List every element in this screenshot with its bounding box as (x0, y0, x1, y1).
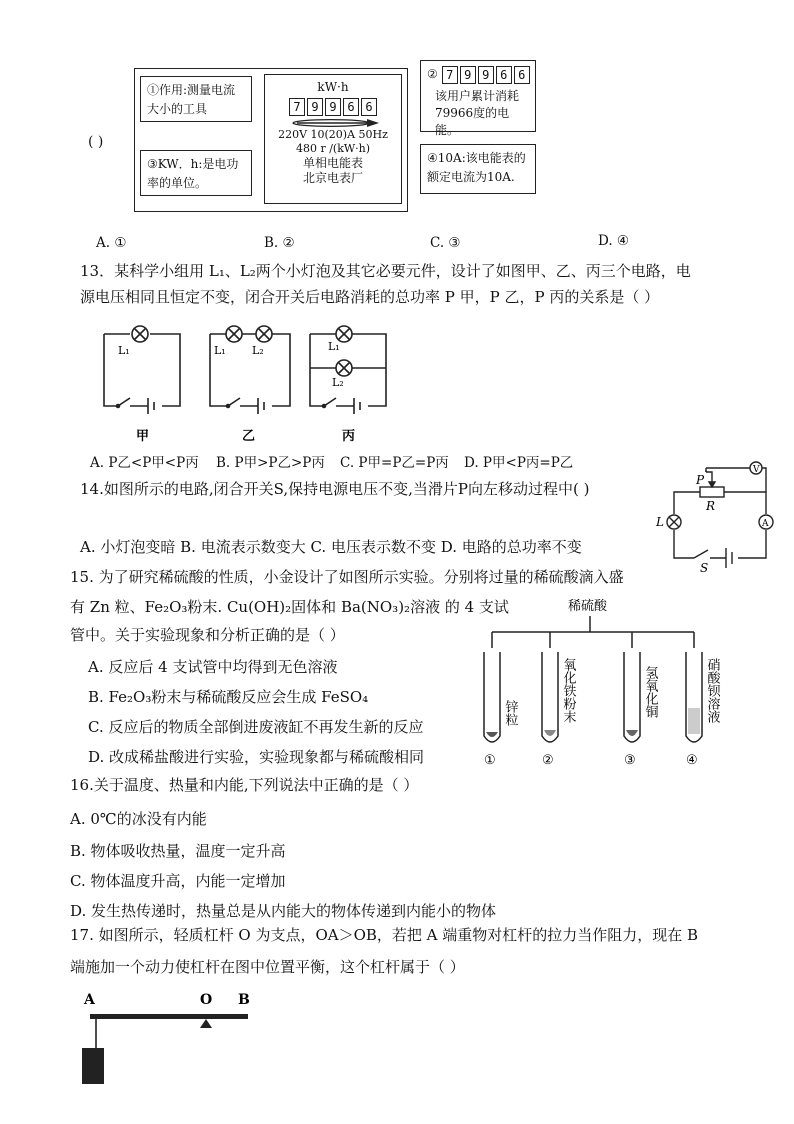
q15-option-c: C. 反应后的物质全部倒进废液缸不再发生新的反应 (88, 718, 424, 736)
lever-label-a: A (84, 992, 95, 1008)
q12-box2: ② 7 9 9 6 6 该用户累计消耗79966度的电能。 (420, 60, 536, 132)
label-l1: L₁ (328, 340, 340, 353)
q15-option-d: D. 改成稀盐酸进行实验，实验现象都与稀硫酸相同 (88, 748, 425, 766)
q17-stem-line2: 端施加一个动力使杠杆在图中位置平衡，这个杠杆属于（ ） (70, 958, 465, 976)
q13-circuits (96, 316, 396, 446)
tube-num-3: ③ (624, 753, 636, 768)
q12-option-d: D. ④ (598, 233, 630, 249)
label-bing: 丙 (342, 429, 356, 444)
tube-label-1: 锌粒 (502, 700, 518, 726)
tube-num-4: ④ (686, 753, 698, 768)
resistor-label: R (706, 499, 716, 513)
q16-option-d: D. 发生热传递时，热量总是从内能大的物体传递到内能小的物体 (70, 902, 497, 920)
q12-box3: ③KW．h:是电功率的单位。 (140, 150, 252, 196)
label-l2: L₂ (332, 376, 344, 389)
q13-option-c: C. P甲=P乙=P丙 (340, 455, 449, 471)
meter-spec2: 480 r /(kW·h) (295, 142, 371, 155)
tube-label-3: 氢氧化铜 (642, 666, 658, 718)
meter-digit: 6 (343, 98, 359, 116)
label-yi: 乙 (242, 429, 256, 444)
q16-option-c: C. 物体温度升高，内能一定增加 (70, 872, 286, 890)
q15-stem-line2: 有 Zn 粒、Fe₂O₃粉末. Cu(OH)₂固体和 Ba(NO₃)₂溶液 的 4 支试 (70, 598, 509, 616)
lamp-label: L (656, 515, 664, 529)
meter-digit: 7 (289, 98, 305, 116)
q14-circuit (654, 458, 782, 576)
label-jia: 甲 (136, 429, 150, 444)
q12-option-a: A. ① (96, 235, 127, 251)
q14-options: A. 小灯泡变暗 B. 电流表示数变大 C. 电压表示数不变 D. 电路的总功率不变 (80, 538, 582, 556)
meter-name: 单相电能表 (302, 156, 363, 170)
meter-digit: 6 (361, 98, 377, 116)
acid-label: 稀硫酸 (568, 599, 608, 614)
slider-label: P (696, 473, 705, 487)
electric-meter (264, 74, 402, 204)
label-l1: L₁ (118, 344, 130, 357)
q16-option-b: B. 物体吸收热量，温度一定升高 (70, 842, 286, 860)
tube-num-2: ② (542, 753, 554, 768)
meter-spec1: 220V 10(20)A 50Hz (278, 128, 388, 141)
q16-option-a: A. 0℃的冰没有内能 (70, 810, 207, 828)
q16-stem: 16.关于温度、热量和内能,下列说法中正确的是（ ） (70, 776, 419, 794)
q15-stem-line3: 管中。关于实验现象和分析正确的是（ ） (70, 626, 345, 644)
meter-unit: kW·h (317, 80, 349, 94)
q13-option-b: B. P甲>P乙>P丙 (216, 455, 325, 471)
lever-label-b: B (238, 992, 250, 1008)
box2-digits: 7 9 9 6 6 (442, 66, 530, 84)
q13-option-a: A. P乙<P甲<P丙 (90, 455, 199, 471)
meter-disc-icon (283, 118, 383, 128)
lever-label-o: O (200, 992, 213, 1008)
switch-label: S (700, 561, 709, 575)
q14-stem: 14.如图所示的电路,闭合开关S,保持电源电压不变,当滑片P向左移动过程中( ) (80, 480, 590, 498)
q15-stem-line1: 15. 为了研究稀硫酸的性质，小金设计了如图所示实验。分别将过量的稀硫酸滴入盛 (70, 568, 624, 586)
ammeter-label: A (762, 519, 769, 529)
meter-digits (269, 98, 397, 116)
meter-digit: 9 (325, 98, 341, 116)
meter-digit: 9 (307, 98, 323, 116)
q13-option-d: D. P甲<P丙=P乙 (464, 455, 574, 471)
q17-stem-line1: 17. 如图所示，轻质杠杆 O 为支点，OA＞OB，若把 A 端重物对杠杆的拉力当作阻力，现在 B (70, 926, 699, 944)
q17-lever (80, 990, 280, 1090)
tube-label-2: 氧化铁粉末 (560, 658, 576, 723)
meter-maker: 北京电表厂 (302, 171, 363, 185)
q13-stem-line1: 13．某科学小组用 L₁、L₂两个小灯泡及其它必要元件，设计了如图甲、乙、丙三个电路，电 (80, 262, 691, 280)
label-l2: L₂ (252, 344, 264, 357)
tube-label-4: 硝酸钡溶液 (704, 658, 720, 723)
q13-stem-line2: 源电压相同且恒定不变，闭合开关后电路消耗的总功率 P 甲，P 乙，P 丙的关系是（ ） (80, 288, 660, 306)
q12-box1: ①作用:测量电流大小的工具 (140, 76, 252, 122)
q12-option-b: B. ② (264, 235, 295, 251)
q12-box4: ④10A:该电能表的额定电流为10A. (420, 144, 536, 194)
q12-option-c: C. ③ (430, 235, 461, 251)
q15-option-b: B. Fe₂O₃粉末与稀硫酸反应会生成 FeSO₄ (88, 688, 369, 706)
label-l1: L₁ (214, 344, 226, 357)
q12-paren: ( ) (88, 134, 104, 150)
voltmeter-label: V (753, 465, 760, 475)
tube-num-1: ① (484, 753, 496, 768)
q15-test-tubes (472, 596, 732, 772)
q15-option-a: A. 反应后 4 支试管中均得到无色溶液 (88, 658, 338, 676)
